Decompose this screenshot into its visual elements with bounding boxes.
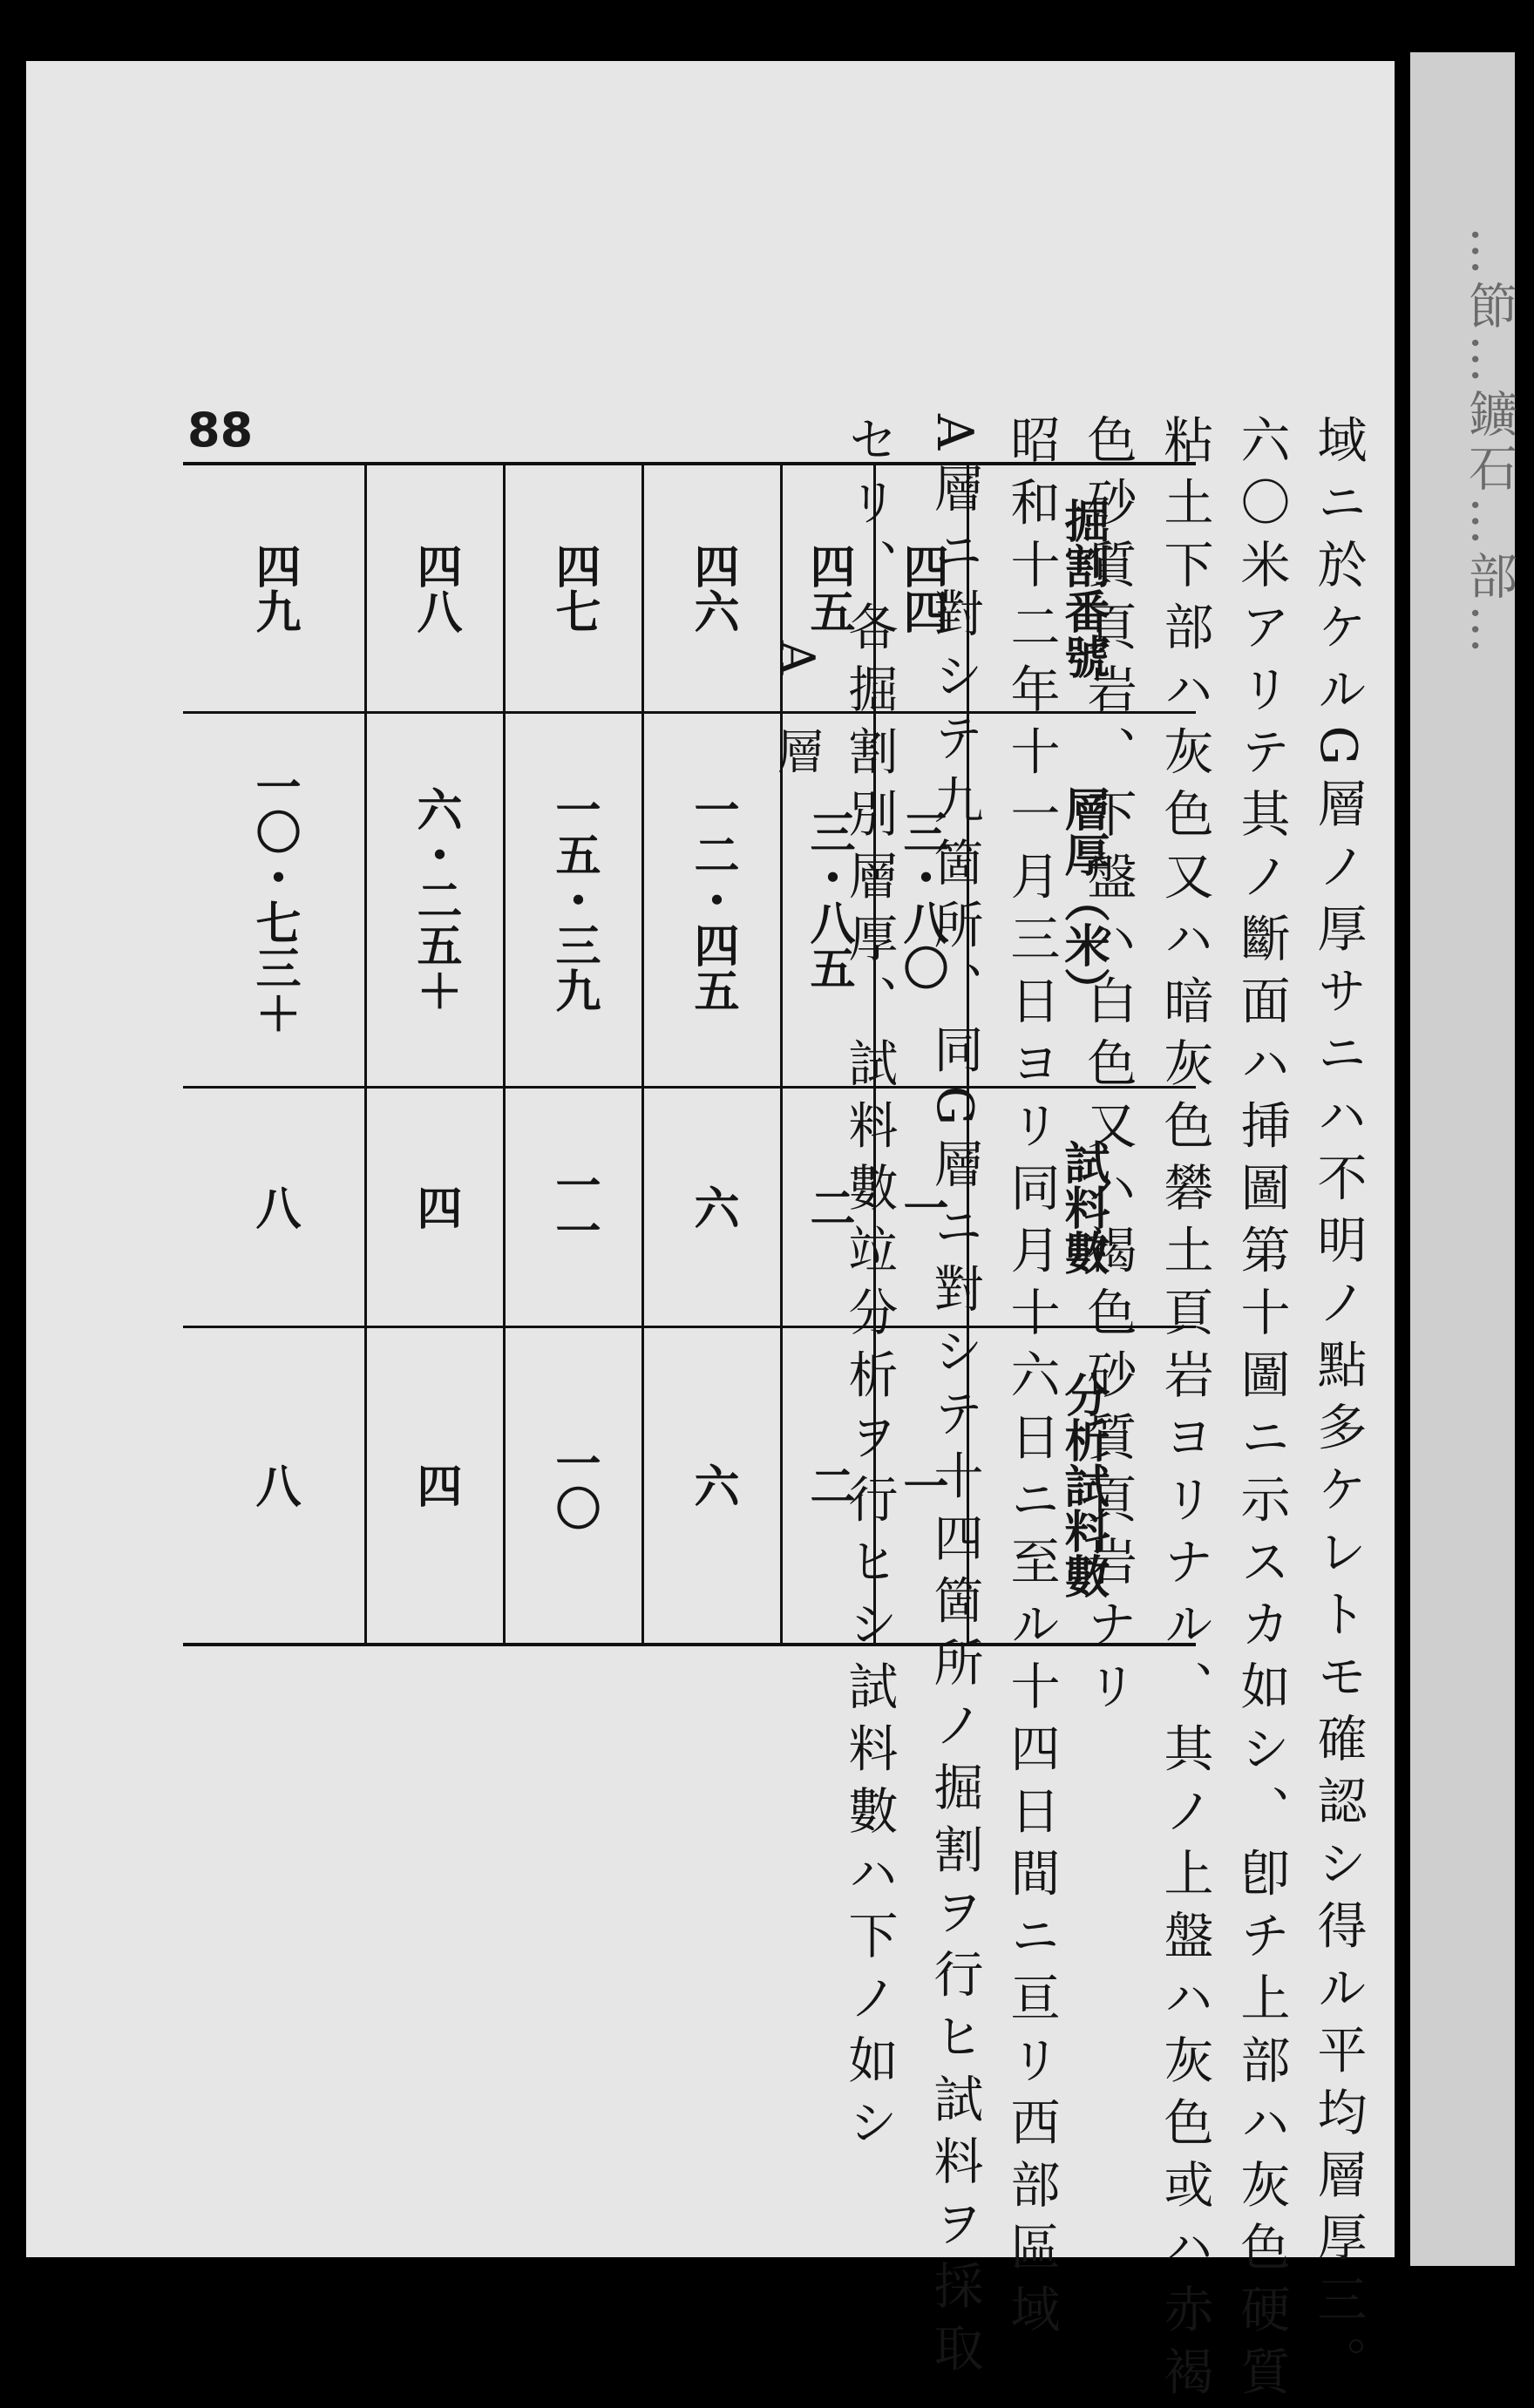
table-cell: 四九 xyxy=(248,542,301,634)
table-cell: 八 xyxy=(248,1184,301,1230)
table-cell: 一五・三九 xyxy=(505,712,643,1087)
table-cell: 一〇 xyxy=(505,1326,643,1645)
table-cell: 四 xyxy=(366,1087,505,1326)
table-header: 掘割番號 xyxy=(968,464,1197,712)
table-row-samples xyxy=(183,1087,1196,1326)
table-cell: 四八 xyxy=(366,464,505,712)
table-cell: 三・八〇 xyxy=(875,712,968,1087)
table-row-id xyxy=(183,464,1196,712)
body-column-4: 色砂質頁岩、下盤ハ白色又ハ褐色砂質頁岩ナリ xyxy=(1079,414,1137,1723)
table-cell: 一二・四五 xyxy=(643,712,782,1087)
table-header: 分析試料數 xyxy=(968,1326,1197,1645)
data-table xyxy=(183,462,1196,1646)
table-cell: 三・八五 xyxy=(782,712,875,1087)
body-column-5: 昭和十二年十一月三日ヨリ同月十六日ニ至ル十四日間ニ亘リ西部區域 xyxy=(1002,414,1060,2346)
table-cell: 一 xyxy=(875,1087,968,1326)
table-cell: 四四 xyxy=(875,464,968,712)
section-heading: A層 xyxy=(770,641,825,826)
table-cell: 六・二五＋ xyxy=(366,712,505,1087)
table-cell: 八 xyxy=(248,1462,301,1509)
table-cell: 六 xyxy=(643,1087,782,1326)
table-row-thickness xyxy=(183,712,1196,1087)
adjacent-page-text: …節…鑛石…部… xyxy=(1461,227,1517,659)
table-cell: 一〇・七三＋ xyxy=(248,763,301,1035)
body-column-7: セリ、各掘割別層厚、試料數竝分析ヲ行ヒシ試料數ハ下ノ如シ xyxy=(840,414,898,2159)
body-column-3: 粘土下部ハ灰色又ハ暗灰色礬土頁岩ヨリナル、其ノ上盤ハ灰色或ハ赤褐 xyxy=(1156,414,1213,2408)
table-cell: 二 xyxy=(782,1326,875,1645)
table-cell: 四七 xyxy=(505,464,643,712)
page-number: 88 xyxy=(187,403,254,458)
body-column-2: 六〇米アリテ其ノ斷面ハ挿圖第十圖ニ示スカ如シ、卽チ上部ハ灰色硬質 xyxy=(1232,414,1290,2408)
table-cell: 六 xyxy=(643,1326,782,1645)
table-cell: 四 xyxy=(366,1326,505,1645)
body-column-1: 域ニ於ケルG層ノ厚サニハ不明ノ點多ケレトモ確認シ得ル平均層厚三。 xyxy=(1309,414,1367,2398)
table-cell: 四五 xyxy=(782,464,875,712)
table-header: 層厚（米） xyxy=(968,712,1197,1087)
table-header: 試料數 xyxy=(968,1087,1197,1326)
table-cell: 一一 xyxy=(505,1087,643,1326)
table-cell: 一 xyxy=(875,1326,968,1645)
body-column-6: A層ニ對シテ九箇所、同G層ニ對シテ十四箇所ノ掘割ヲ行ヒ試料ヲ採取 xyxy=(926,414,983,2384)
table-cell: 二 xyxy=(782,1087,875,1326)
table-cell: 四六 xyxy=(643,464,782,712)
table-row-analysed xyxy=(183,1326,1196,1645)
